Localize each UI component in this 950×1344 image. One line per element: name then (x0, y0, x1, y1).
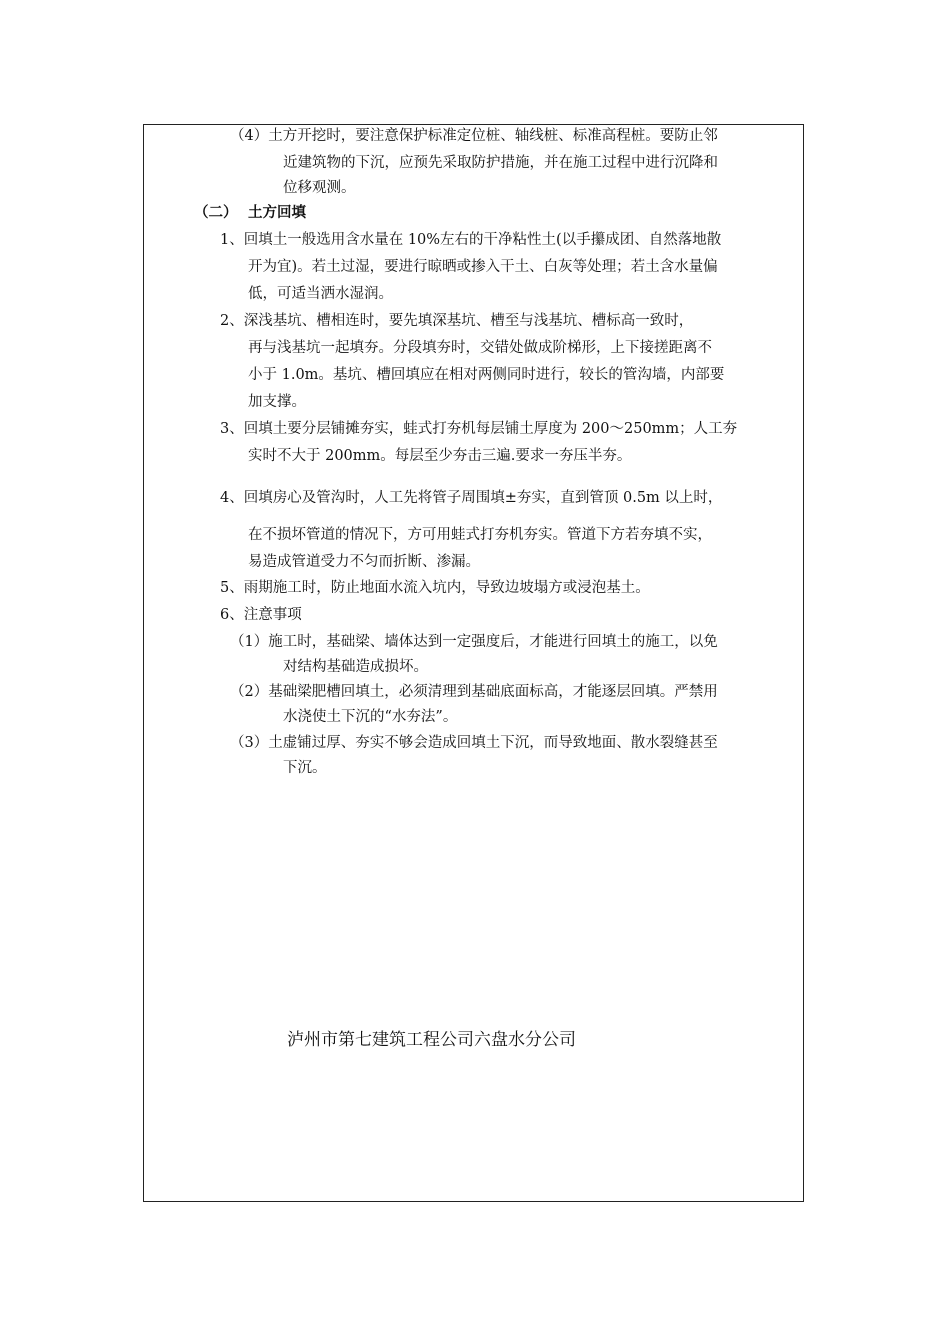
fill-item-1-line-2: 开为宜)。若土过湿，要进行晾晒或掺入干土、白灰等处理；若土含水量偏 (248, 259, 718, 275)
fill-item-4-line-3: 易造成管道受力不匀而折断、渗漏。 (248, 554, 480, 570)
company-name: 泸州市第七建筑工程公司六盘水分公司 (287, 1030, 576, 1050)
fill-item-3-line-1: 3、回填土要分层铺摊夯实，蛙式打夯机每层铺土厚度为 200～250mm；人工夯 (220, 421, 738, 437)
note-2-line-1: （2）基础梁肥槽回填土，必须清理到基础底面标高，才能逐层回填。严禁用 (230, 684, 718, 700)
note-1-line-1: （1）施工时，基础梁、墙体达到一定强度后，才能进行回填土的施工，以免 (230, 634, 718, 650)
fill-item-1-line-3: 低，可适当洒水湿润。 (248, 286, 393, 302)
fill-item-6-line-1: 6、注意事项 (220, 607, 302, 623)
fill-item-2-line-3: 小于 1.0m。基坑、槽回填应在相对两侧同时进行，较长的管沟墙，内部要 (248, 367, 725, 383)
fill-item-4-line-2: 在不损坏管道的情况下，方可用蛙式打夯机夯实。管道下方若夯填不实， (248, 527, 712, 543)
section-heading-title: 土方回填 (248, 204, 306, 221)
note-3-line-2: 下沉。 (283, 760, 327, 776)
item-4-line-3: 位移观测。 (283, 180, 356, 196)
item-4-line-1: （4）土方开挖时，要注意保护标准定位桩、轴线桩、标准高程桩。要防止邻 (230, 128, 718, 144)
fill-item-2-line-1: 2、深浅基坑、槽相连时，要先填深基坑、槽至与浅基坑、槽标高一致时， (220, 313, 694, 329)
fill-item-5-line-1: 5、雨期施工时，防止地面水流入坑内，导致边坡塌方或浸泡基土。 (220, 580, 650, 596)
item-4-line-2: 近建筑物的下沉，应预先采取防护措施，并在施工过程中进行沉降和 (283, 155, 718, 171)
fill-item-2-line-2: 再与浅基坑一起填夯。分段填夯时，交错处做成阶梯形，上下接搓距离不 (248, 340, 712, 356)
fill-item-1-line-1: 1、回填土一般选用含水量在 10%左右的干净粘性土(以手攥成团、自然落地散 (220, 232, 722, 248)
note-2-line-2: 水浇使土下沉的“水夯法”。 (283, 709, 458, 725)
note-3-line-1: （3）土虚铺过厚、夯实不够会造成回填土下沉，而导致地面、散水裂缝甚至 (230, 735, 718, 751)
section-heading-number: （二） (194, 204, 238, 221)
fill-item-3-line-2: 实时不大于 200mm。每层至少夯击三遍.要求一夯压半夯。 (248, 448, 632, 464)
fill-item-4-line-1: 4、回填房心及管沟时，人工先将管子周围填±夯实，直到管顶 0.5m 以上时， (220, 490, 723, 506)
note-1-line-2: 对结构基础造成损坏。 (283, 659, 428, 675)
fill-item-2-line-4: 加支撑。 (248, 394, 306, 410)
